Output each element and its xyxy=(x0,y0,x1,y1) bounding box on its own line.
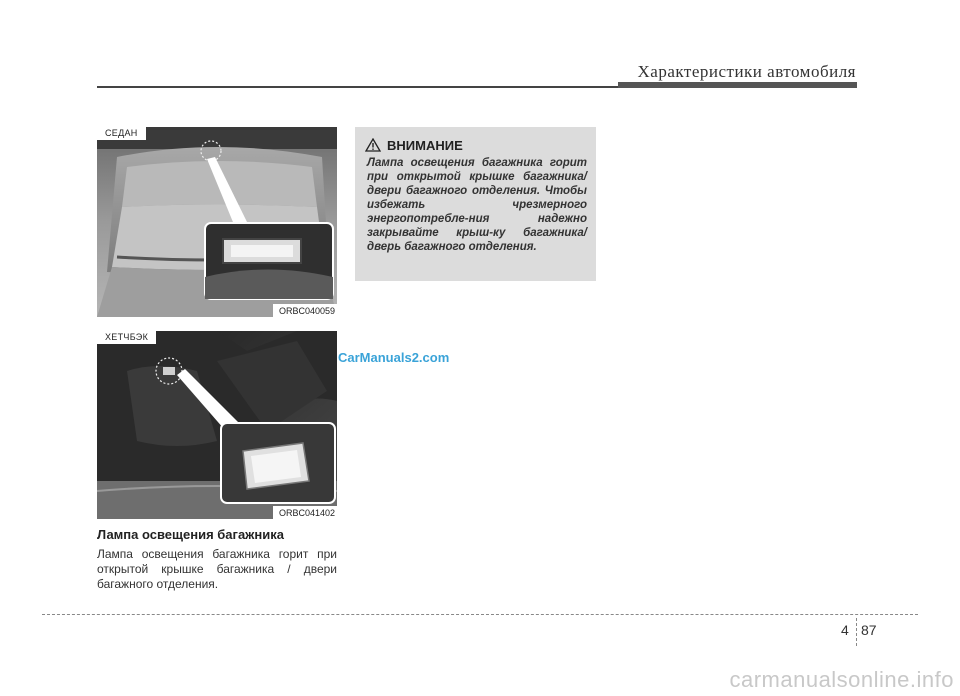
sedan-trunk-illustration xyxy=(97,127,337,317)
hatchback-trunk-illustration xyxy=(97,331,337,519)
page-number: 87 xyxy=(861,622,877,638)
chapter-title: Характеристики автомобиля xyxy=(637,62,856,81)
warning-box xyxy=(355,127,596,281)
watermark-carmanualsonline: carmanualsonline.info xyxy=(729,667,954,692)
warning-title: ВНИМАНИЕ xyxy=(387,137,463,153)
figure-tag-hatchback: ХЕТЧБЭК xyxy=(97,331,156,344)
figure-code-sedan: ORBC040059 xyxy=(273,304,337,317)
figure-tag-sedan: СЕДАН xyxy=(97,127,146,140)
watermark-carmanuals2: CarManuals2.com xyxy=(338,350,450,365)
footer-rule xyxy=(42,614,918,615)
warning-triangle-icon xyxy=(365,138,381,152)
sedan-trunk-figure xyxy=(97,127,337,317)
section-body: Лампа освещения багажника горит при открытой крышке багажника / двери багажного отделения. xyxy=(97,547,337,591)
section-heading: Лампа освещения багажника xyxy=(97,527,284,542)
figure-code-hatchback: ORBC041402 xyxy=(273,506,337,519)
page-number-separator xyxy=(856,618,857,646)
warning-text: Лампа освещения багажника горит при открытой крышке багажника/двери багажного отделения. Чтобы избежать чрезмерного энергопотребле-ния надежно закрывайте крыш-ку багажника/дверь багажного отделения. xyxy=(367,157,587,253)
warning-title-row xyxy=(365,137,463,153)
header-rule-accent xyxy=(618,82,857,88)
chapter-number: 4 xyxy=(841,622,849,638)
hatchback-trunk-figure xyxy=(97,331,337,519)
